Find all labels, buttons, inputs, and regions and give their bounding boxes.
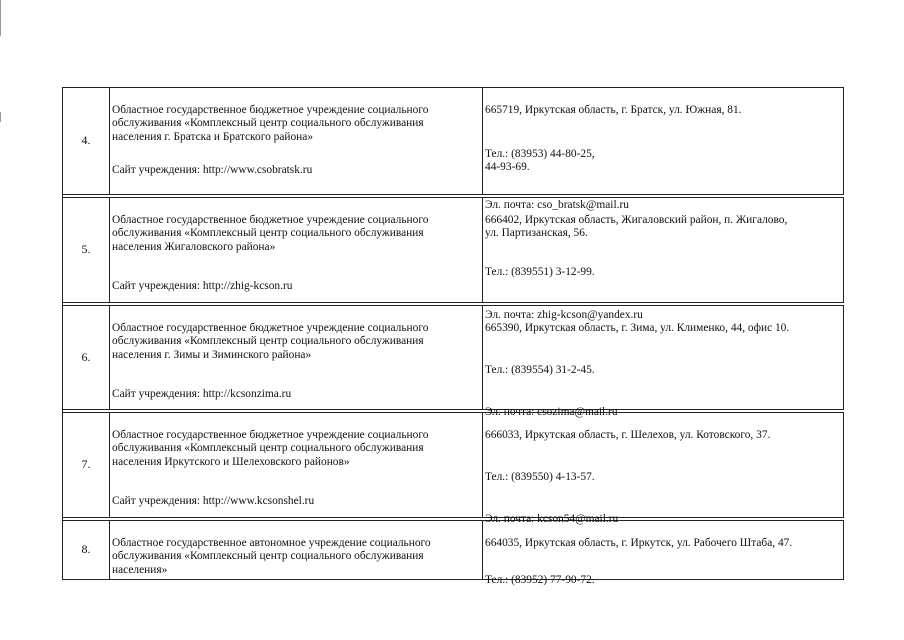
contact-email[interactable]: Эл. почта: cso_bratsk@mail.ru — [485, 198, 629, 211]
line-spacer — [485, 377, 843, 392]
contact-address: 666033, Иркутская область, г. Шелехов, ул. Котовского, 37. — [485, 428, 771, 441]
row-number: 4. — [63, 88, 110, 194]
institution-site[interactable]: Сайт учреждения: http://zhig-kcson.ru — [112, 279, 293, 292]
line-spacer — [485, 550, 843, 560]
table-row — [63, 198, 844, 321]
contact-email[interactable]: Эл. почта: zhig-kcson@yandex.ru — [485, 308, 643, 321]
line-spacer — [485, 117, 843, 134]
contact-address: 666402, Иркутская область, Жигаловский район, п. Жигалово, ул. Партизанская, 56. — [485, 213, 788, 240]
contact-address: 664035, Иркутская область, г. Иркутск, ул. Рабочего Штаба, 47. — [485, 536, 793, 549]
contact-phone: Тел.: (839554) 31-2-45. — [485, 363, 595, 376]
contact-email[interactable]: Эл. почта: kcson54@mail.ru — [485, 512, 619, 525]
scan-edge-mark — [0, 0, 1, 36]
contact-cell — [483, 306, 844, 418]
contact-address: 665719, Иркутская область, г. Братск, ул. Южная, 81. — [485, 103, 742, 116]
contact-cell — [483, 198, 844, 321]
table-row — [63, 88, 844, 211]
institution-cell — [110, 88, 483, 194]
institution-site[interactable]: Сайт учреждения: http://kcsonzima.ru — [112, 387, 292, 400]
line-spacer — [112, 254, 482, 266]
institution-cell — [110, 413, 483, 517]
row-number: 6. — [63, 306, 110, 409]
row-number: 8. — [63, 521, 110, 579]
institutions-table — [62, 87, 844, 586]
line-spacer — [485, 280, 843, 295]
scan-edge-mark — [0, 112, 1, 122]
line-spacer — [485, 175, 843, 185]
contact-phone: Тел.: (83953) 44-80-25, 44-93-69. — [485, 147, 595, 174]
table-row — [63, 521, 844, 586]
line-spacer — [112, 144, 482, 150]
line-spacer — [485, 335, 843, 350]
row-number: 7. — [63, 413, 110, 517]
institution-cell — [110, 198, 483, 302]
institution-name: Областное государственное бюджетное учреждение социального обслуживания «Комплексный центр социального обслуживания населения г. Братска и Братского района» — [112, 103, 429, 143]
institution-site[interactable]: Сайт учреждения: http://www.kcsonshel.ru — [112, 494, 315, 507]
institution-name: Областное государственное автономное учреждение социального обслуживания «Комплексный центр социального обслуживания населения» — [112, 536, 431, 576]
contact-phone: Тел.: (83952) 77-90-72. — [485, 573, 595, 586]
line-spacer — [485, 442, 843, 457]
contact-phone: Тел.: (839550) 4-13-57. — [485, 470, 595, 483]
institution-name: Областное государственное бюджетное учреждение социального обслуживания «Комплексный центр социального обслуживания населения г. Зимы и Зиминского района» — [112, 321, 429, 361]
contact-email[interactable]: Эл. почта: csozima@mail.ru — [485, 405, 618, 418]
institution-name: Областное государственное бюджетное учреждение социального обслуживания «Комплексный центр социального обслуживания населения Жигаловского района» — [112, 213, 429, 253]
institution-name: Областное государственное бюджетное учреждение социального обслуживания «Комплексный центр социального обслуживания населения Иркутского и Шелеховского районов» — [112, 428, 429, 468]
line-spacer — [112, 362, 482, 374]
contact-phone: Тел.: (839551) 3-12-99. — [485, 266, 595, 279]
contact-cell — [483, 521, 844, 586]
line-spacer — [112, 469, 482, 481]
table-row — [63, 413, 844, 525]
contact-cell — [483, 88, 844, 211]
table-row — [63, 306, 844, 418]
line-spacer — [485, 241, 843, 253]
institution-cell — [110, 521, 483, 579]
row-number: 5. — [63, 198, 110, 302]
institution-cell — [110, 306, 483, 409]
institution-site[interactable]: Сайт учреждения: http://www.csobratsk.ru — [112, 163, 313, 176]
contact-cell — [483, 413, 844, 525]
contact-address: 665390, Иркутская область, г. Зима, ул. Клименко, 44, офис 10. — [485, 321, 790, 334]
line-spacer — [485, 484, 843, 499]
